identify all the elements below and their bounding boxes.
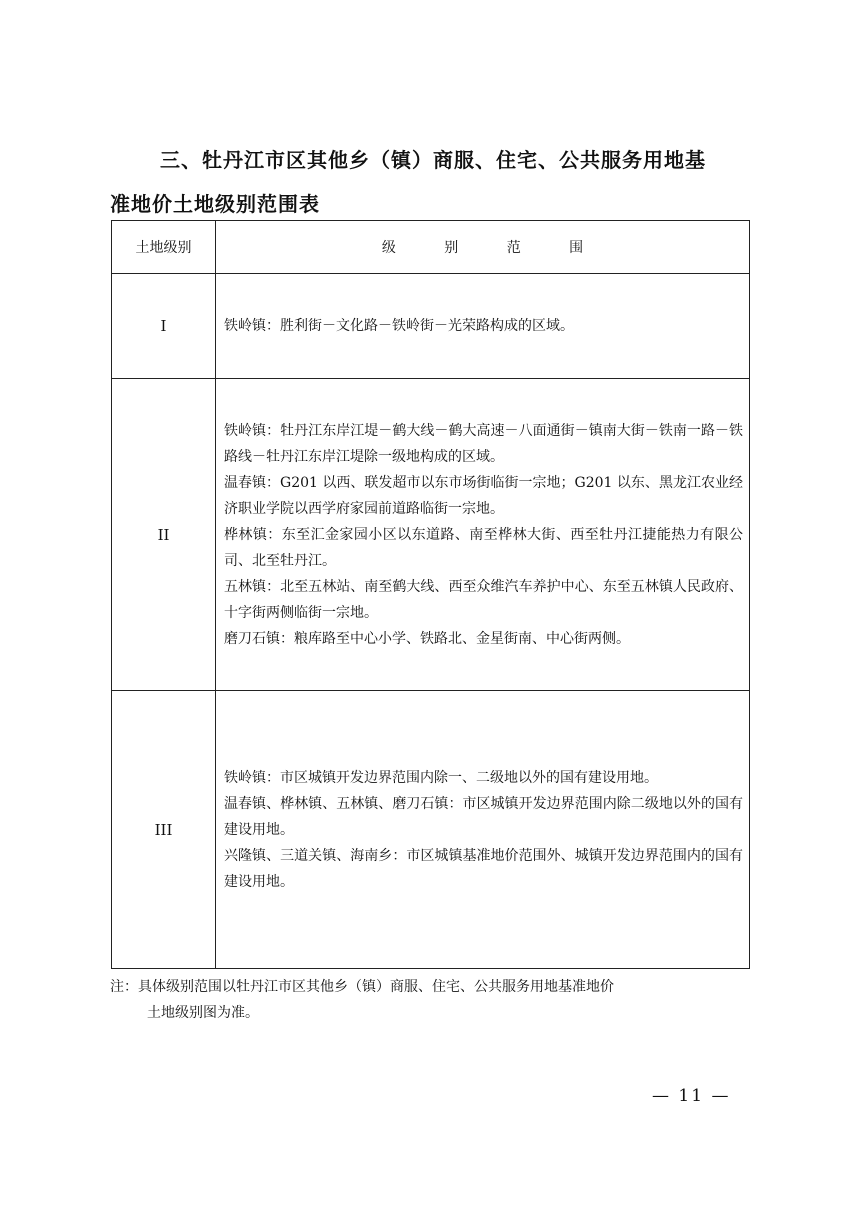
footnote-line-2: 土地级别图为准。: [147, 1005, 259, 1021]
range-paragraph: 兴隆镇、三道关镇、海南乡：市区城镇基准地价范围外、城镇开发边界范围内的国有建设用地。: [224, 847, 743, 890]
header-grade-range: 级 别 范 围: [216, 221, 750, 274]
range-paragraph: 磨刀石镇：粮库路至中心小学、铁路北、金星街南、中心街两侧。: [224, 630, 630, 647]
footnote-line-1: 注：具体级别范围以牡丹江市区其他乡（镇）商服、住宅、公共服务用地基准地价: [110, 979, 614, 995]
title-line-2: 准地价土地级别范围表: [110, 192, 320, 216]
page-title: [110, 138, 760, 226]
table-header-row: [112, 221, 750, 274]
grade-cell: I: [112, 274, 216, 379]
range-paragraph: 铁岭镇：市区城镇开发边界范围内除一、二级地以外的国有建设用地。: [224, 769, 658, 786]
title-line-1: 三、牡丹江市区其他乡（镇）商服、住宅、公共服务用地基: [160, 148, 706, 172]
range-paragraph: 铁岭镇：胜利街－文化路－铁岭街－光荣路构成的区域。: [224, 318, 574, 334]
range-cell: [216, 379, 750, 691]
range-paragraph: 铁岭镇：牡丹江东岸江堤－鹤大线－鹤大高速－八面通街－镇南大街－铁南一路－铁路线－牡丹江东岸江堤除一级地构成的区域。: [224, 422, 743, 465]
grade-cell: III: [112, 691, 216, 969]
range-paragraph: 温春镇：G201 以西、联发超市以东市场街临街一宗地；G201 以东、黑龙江农业经济职业学院以西学府家园前道路临街一宗地。: [224, 474, 743, 517]
header-land-grade: 土地级别: [112, 221, 216, 274]
table-row: [112, 691, 750, 969]
range-cell: [216, 691, 750, 969]
table-row: [112, 274, 750, 379]
page-number: — 11 —: [652, 1086, 731, 1106]
range-paragraph: 五林镇：北至五林站、南至鹤大线、西至众维汽车养护中心、东至五林镇人民政府、十字街两侧临街一宗地。: [224, 578, 743, 621]
land-grade-table: [111, 220, 750, 969]
range-paragraph: 桦林镇：东至汇金家园小区以东道路、南至桦林大街、西至牡丹江捷能热力有限公司、北至牡丹江。: [224, 526, 743, 569]
footnote: [110, 974, 750, 1026]
table-row: [112, 379, 750, 691]
range-cell: [216, 274, 750, 379]
range-paragraph: 温春镇、桦林镇、五林镇、磨刀石镇：市区城镇开发边界范围内除二级地以外的国有建设用地。: [224, 795, 743, 838]
grade-cell: II: [112, 379, 216, 691]
